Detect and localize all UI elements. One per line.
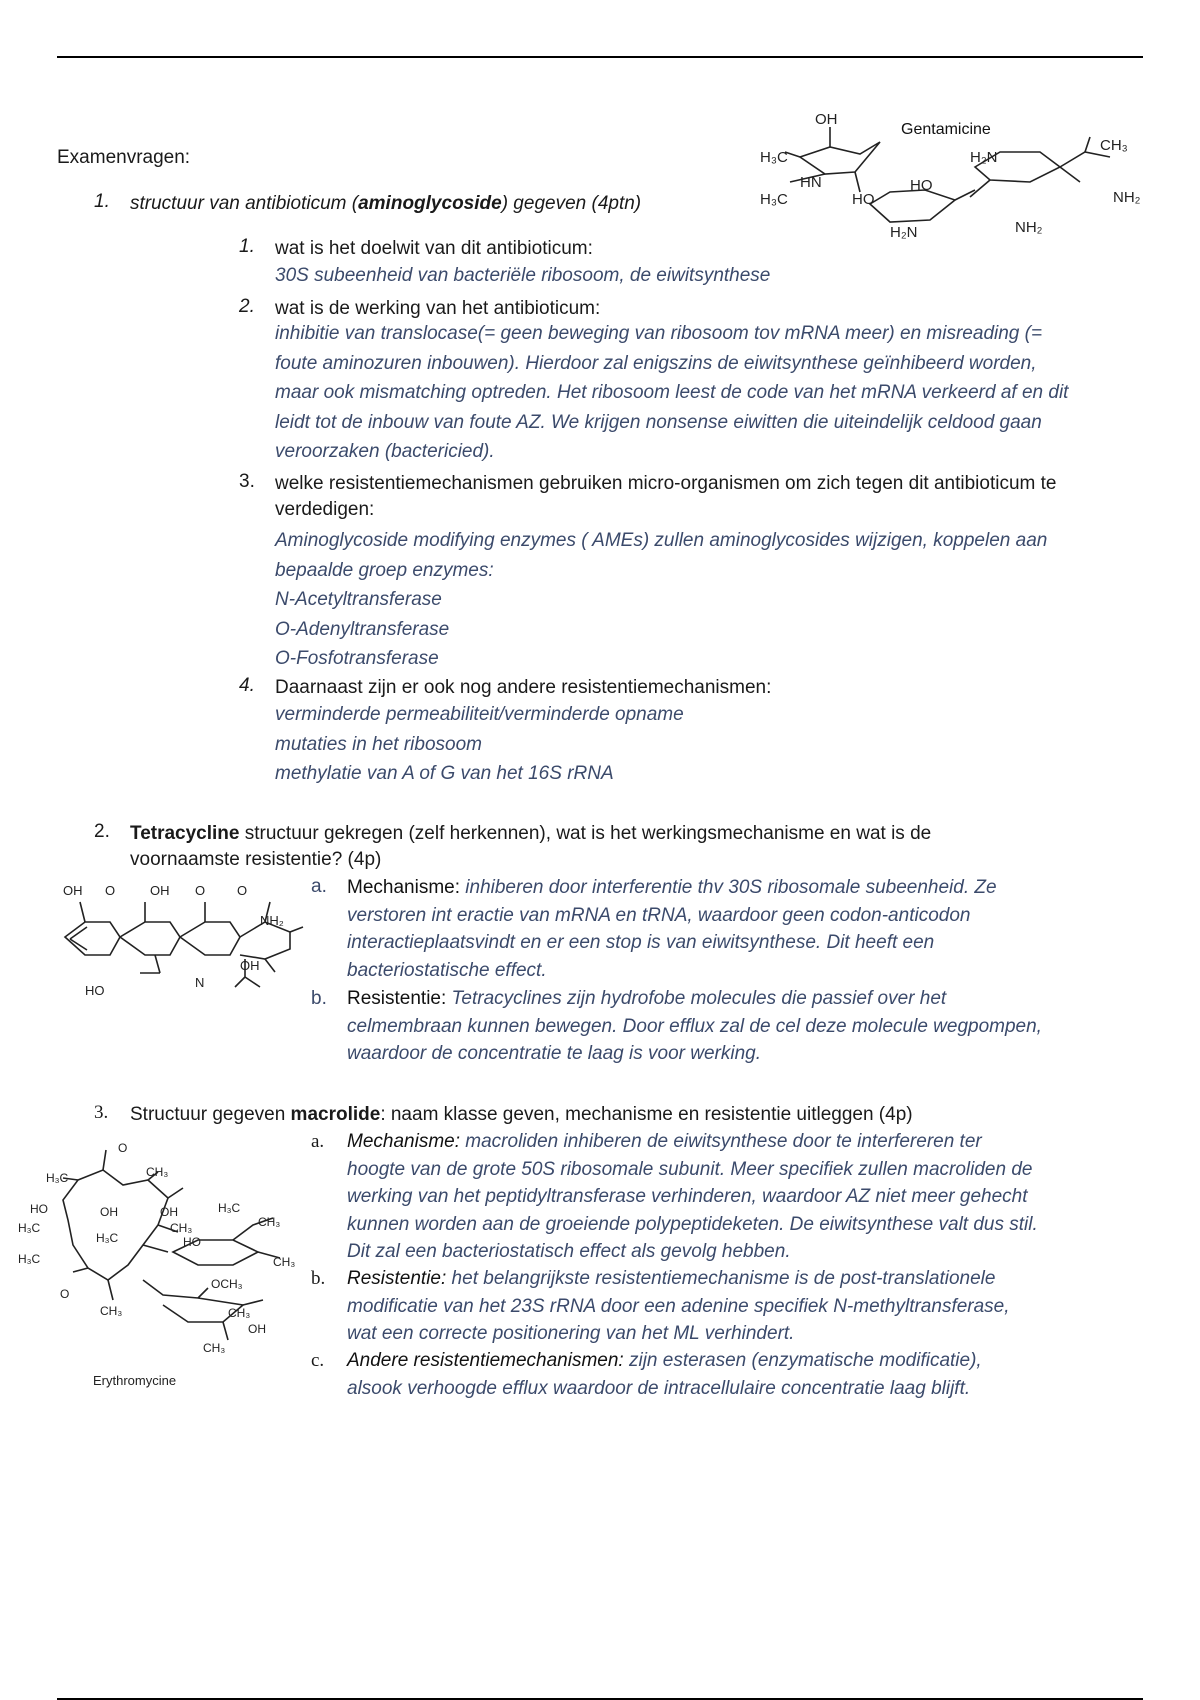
ery-o-label-2: O (60, 1287, 70, 1301)
q2-a-label: a. (311, 876, 327, 897)
q2-heading-line-2: voornaamste resistentie? (4p) (130, 849, 382, 870)
q3-b-line-1 (347, 1265, 1010, 1293)
q3-heading-pre: Structuur gegeven (130, 1104, 291, 1125)
q1-sub3-answer (275, 526, 1047, 674)
ery-oh-label-3: OH (248, 1322, 266, 1336)
q1-number: 1. (94, 191, 110, 212)
q3-b-label: b. (311, 1268, 326, 1289)
q2-a-line-1 (347, 874, 997, 902)
q1-sub4-question: Daarnaast zijn er ook nog andere resistentiemechanismen: (275, 677, 772, 698)
q3-a-title: Mechanisme: (347, 1131, 460, 1152)
gent-nh2-label-1: NH₂ (1015, 219, 1043, 236)
q3-a-label: a. (311, 1131, 325, 1152)
q2-a-line: verstoren int eractie van mRNA en tRNA, waardoor geen codon-anticodon (347, 904, 971, 926)
q2-b-label: b. (311, 988, 327, 1009)
q1-sub1-number: 1. (239, 236, 255, 257)
q2-a-line: interactieplaatsvindt en er een stop is van eiwitsynthese. Dit heeft een (347, 932, 935, 953)
q3-a-line: kunnen worden aan de groeiende polypeptideketen. De eiwitsynthese valt dus stil. (347, 1213, 1038, 1235)
q2-heading-line-1 (130, 821, 931, 847)
tet-oh-label-3: OH (240, 958, 260, 973)
q3-a-text (347, 1128, 1038, 1266)
q3-heading-post: : naam klasse geven, mechanisme en resistentie uitleggen (4p) (380, 1104, 913, 1125)
q1-sub4-number: 4. (239, 675, 255, 696)
erythromycine-label: Erythromycine (93, 1373, 177, 1388)
ery-ch3-label-3: CH₃ (170, 1221, 193, 1235)
gent-h2n-label-2: H₂N (970, 149, 998, 166)
q1-sub2-answer-line: inhibitie van translocase(= geen beweging van ribosoom tov mRNA meer) en misreading (= (275, 323, 1043, 344)
gent-h2n-label-1: H₂N (890, 224, 918, 241)
q3-heading (130, 1102, 913, 1128)
q3-c-text (347, 1347, 982, 1402)
q1-sub2-answer-line: foute aminozuren inbouwen). Hierdoor zal enigszins de eiwitsynthese geïnhibeerd worden, (275, 352, 1037, 374)
ery-ho-label-1: HO (30, 1202, 48, 1216)
tet-n-label: N (195, 975, 205, 990)
tet-ho-label: HO (85, 983, 105, 998)
q1-sub2-question: wat is de werking van het antibioticum: (275, 298, 601, 319)
q2-b-line: waardoor de concentratie te laag is voor werking. (347, 1043, 762, 1064)
q3-a-line-1-text: macroliden inhiberen de eiwitsynthese door te interfereren ter (460, 1131, 982, 1152)
ery-oh-label-1: OH (100, 1205, 118, 1219)
ery-ch3-label-4: CH₃ (273, 1255, 296, 1269)
q1-sub3-answer-line: Aminoglycoside modifying enzymes ( AMEs) zullen aminoglycosides wijzigen, koppelen aan (275, 530, 1048, 551)
q3-c-label: c. (311, 1350, 325, 1371)
q1-sub4-answer-line: verminderde permeabiliteit/verminderde opname (275, 704, 684, 725)
erythromycine-structure (18, 1140, 308, 1390)
q1-sub1-answer (275, 261, 770, 291)
gent-ho-label-2: HO (910, 177, 933, 194)
q1-sub2-number: 2. (239, 296, 255, 317)
q2-a-title: Mechanisme: (347, 877, 460, 898)
ery-h3c-label-4: H₃C (96, 1231, 119, 1245)
q1-sub2-answer-line: leidt tot de inbouw van foute AZ. We krijgen nonsense eiwitten die uiteindelijk celdood gaan (275, 411, 1042, 433)
gent-hn-label: HN (800, 174, 822, 191)
q1-sub3-question-line: verdedigen: (275, 499, 375, 520)
q1-sub2-answer-line: veroorzaken (bactericied). (275, 441, 495, 463)
q1-sub3-answer-line: N-Acetyltransferase (275, 589, 442, 611)
q3-heading-bold: macrolide (290, 1104, 381, 1125)
ery-h3c-label-1: H₃C (46, 1171, 69, 1185)
q2-heading-bold: Tetracycline (130, 823, 240, 844)
tet-o-label-1: O (105, 883, 116, 898)
q3-a-line: werking van het peptidyltransferase verhinderen, waardoor AZ niet meer gehecht (347, 1186, 1028, 1207)
q2-number: 2. (94, 821, 110, 842)
q1-sub4-answer (275, 700, 684, 789)
gentamicine-label: Gentamicine (901, 121, 991, 138)
q1-sub3-answer-line: O-Fosfotransferase (275, 648, 439, 670)
ery-ch3-label-5: CH₃ (100, 1304, 123, 1318)
q1-sub1-answer-line: 30S subeenheid van bacteriële ribosoom, de eiwitsynthese (275, 265, 771, 286)
ery-o-label-1: O (118, 1141, 128, 1155)
q1-heading-post: ) gegeven (4ptn) (501, 193, 642, 214)
q2-b-title: Resistentie: (347, 988, 447, 1009)
ery-h3c-label-2: H₃C (218, 1201, 241, 1215)
ery-ch3-label-1: CH₃ (146, 1165, 169, 1179)
page-title: Examenvragen: (57, 147, 191, 168)
q1-sub3-number: 3. (239, 471, 255, 492)
q1-heading-bold: aminoglycoside (358, 193, 502, 214)
q1-sub3-question (275, 471, 1056, 523)
q3-number: 3. (94, 1102, 109, 1123)
ery-oh-label-2: OH (160, 1205, 178, 1219)
tet-oh-label-1: OH (63, 883, 83, 898)
gent-h3c-label-1: H₃C (760, 149, 788, 166)
q3-b-text (347, 1265, 1010, 1348)
q3-c-line-1 (347, 1347, 982, 1375)
q1-sub2-answer-line: maar ook mismatching optreden. Het ribosoom leest de code van het mRNA verkeerd af en dit (275, 382, 1069, 404)
tet-o-label-2: O (195, 883, 206, 898)
ery-ch3-label-2: CH₃ (258, 1215, 281, 1229)
q1-sub3-answer-line: bepaalde groep enzymes: (275, 559, 494, 581)
q2-a-line-1-text: inhiberen door interferentie thv 30S ribosomale subeenheid. Ze (460, 877, 997, 898)
q1-heading (130, 191, 641, 217)
q3-b-line: wat een correcte positionering van het ML verhindert. (347, 1323, 795, 1344)
gent-nh2-label-2: NH₂ (1113, 189, 1141, 206)
q2-b-text (347, 985, 1042, 1068)
q1-sub3-question-line: welke resistentiemechanismen gebruiken micro-organismen om zich tegen dit antibioticum te (275, 473, 1057, 494)
q2-a-text (347, 874, 997, 984)
tet-nh2-label: NH₂ (260, 913, 284, 928)
gent-ho-label-1: HO (852, 191, 875, 208)
q1-sub3-answer-line: O-Adenyltransferase (275, 618, 450, 640)
q2-b-line-1 (347, 985, 1042, 1013)
q1-sub4-answer-line: methylatie van A of G van het 16S rRNA (275, 763, 614, 785)
gentamicine-structure (760, 112, 1150, 242)
q3-a-line: hoogte van de grote 50S ribosomale subunit. Meer specifiek zullen macroliden de (347, 1158, 1033, 1180)
gent-ch3-label: CH₃ (1100, 137, 1128, 154)
ery-h3c-label-3: H₃C (18, 1221, 41, 1235)
q2-b-line: celmembraan kunnen bewegen. Door efflux zal de cel deze molecule wegpompen, (347, 1015, 1042, 1037)
q3-b-title: Resistentie: (347, 1268, 447, 1289)
q1-sub1-question: wat is het doelwit van dit antibioticum: (275, 238, 593, 259)
q1-sub2-answer (275, 319, 1068, 467)
q3-b-line-1-text: het belangrijkste resistentiemechanisme is de post-translationele (446, 1268, 996, 1289)
ery-ho-label-2: HO (183, 1235, 201, 1249)
ery-ch3-label-7: CH₃ (203, 1341, 226, 1355)
gent-oh-label: OH (815, 112, 838, 128)
tet-o-label-3: O (237, 883, 248, 898)
tetracycline-structure (45, 877, 305, 1007)
q2-heading (130, 821, 931, 873)
q3-c-line: alsook verhoogde efflux waardoor de intracellulaire concentratie laag blijft. (347, 1377, 971, 1399)
tet-oh-label-2: OH (150, 883, 170, 898)
gent-h3c-label-2: H₃C (760, 191, 788, 208)
ery-ch3-label-6: CH₃ (228, 1306, 251, 1320)
q3-a-line-1 (347, 1128, 1038, 1156)
top-rule (57, 56, 1143, 58)
q3-a-line: Dit zal een bacteriostatisch effect als gevolg hebben. (347, 1241, 791, 1262)
q3-b-line: modificatie van het 23S rRNA door een adenine specifiek N-methyltransferase, (347, 1295, 1010, 1317)
ery-och3-label: OCH₃ (211, 1277, 243, 1291)
q3-c-line-1-text: zijn esterasen (enzymatische modificatie), (623, 1350, 982, 1371)
q2-b-line-1-text: Tetracyclines zijn hydrofobe molecules die passief over het (446, 988, 947, 1009)
q3-c-title: Andere resistentiemechanismen: (347, 1350, 624, 1371)
q1-sub4-answer-line: mutaties in het ribosoom (275, 733, 482, 755)
q1-heading-pre: structuur van antibioticum ( (130, 193, 359, 214)
q2-heading-rest: structuur gekregen (zelf herkennen), wat is het werkingsmechanisme en wat is de (239, 823, 932, 844)
ery-h3c-label-5: H₃C (18, 1252, 41, 1266)
q2-a-line: bacteriostatische effect. (347, 959, 547, 981)
